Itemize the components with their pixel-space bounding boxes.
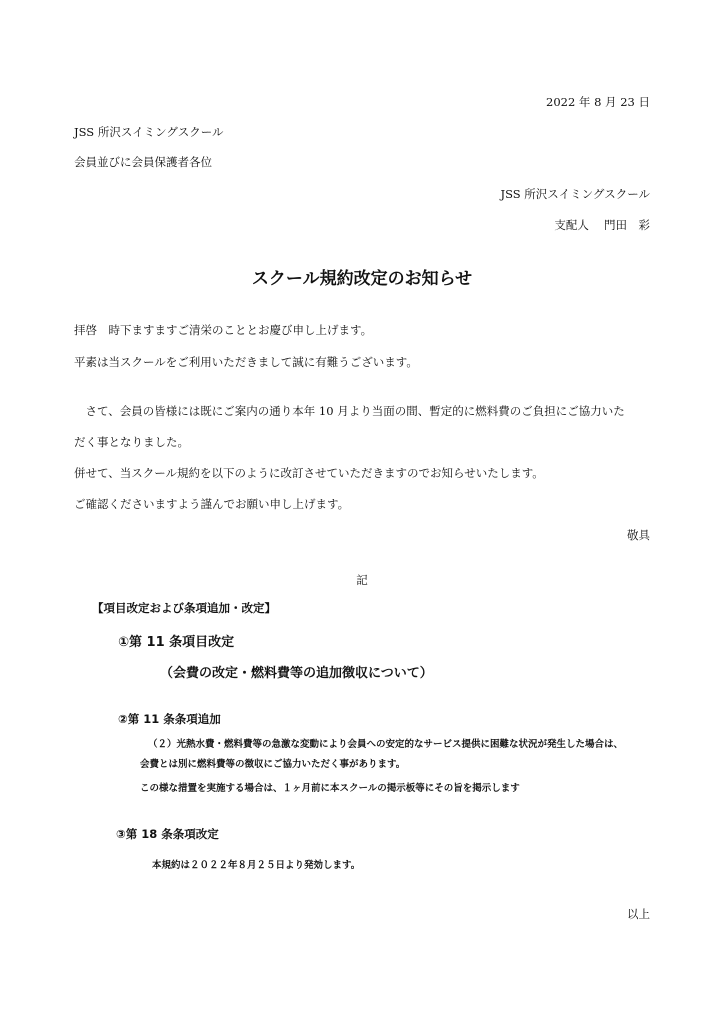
request-paragraph: ご確認くださいますよう謹んでお願い申し上げます。 [74,497,350,511]
section2-title: ②第 11 条条項追加 [118,712,221,726]
greeting-paragraph: 拝啓 時下ますますご清栄のこととお慶び申し上げます。 [74,323,373,337]
closing-word: 敬具 [627,528,650,542]
section1-subtitle: （会費の改定・燃料費等の追加徴収について） [160,666,433,681]
end-mark: 以上 [627,907,650,921]
section3-title: ③第 18 条条項改定 [116,827,219,841]
section2-text-line1: （２）光熱水費・燃料費等の急激な変動により会員への安定的なサービス提供に困難な状況が発生した場合は、 [148,739,624,750]
document-title: スクール規約改定のお知らせ [251,269,473,289]
thanks-paragraph: 平素は当スクールをご利用いただきまして誠に有難うございます。 [74,355,418,369]
section2-text-line2: 会費とは別に燃料費等の徴収にご協力いただく事があります。 [140,759,406,770]
section3-text-line1: 本規約は２０２２年８月２５日より発効します。 [152,860,361,871]
sender-manager: 支配人 門田 彩 [554,218,650,232]
recipient-school: JSS 所沢スイミングスクール [74,125,224,139]
ki-mark: 記 [356,573,368,587]
sender-organization: JSS 所沢スイミングスクール [500,187,650,201]
section1-title: ①第 11 条項目改定 [118,635,235,650]
revision-paragraph: 併せて、当スクール規約を以下のように改訂させていただきますのでお知らせいたします。 [74,466,544,480]
notice-paragraph-line1: さて、会員の皆様には既にご案内の通り本年 10 月より当面の間、暫定的に燃料費のご負担にご協力いた [74,404,625,418]
section2-text-line3: この様な措置を実施する場合は、１ヶ月前に本スクールの掲示板等にその旨を掲示します [140,783,520,794]
document-date: 2022 年 8 月 23 日 [546,95,650,109]
notice-paragraph-line2: だく事となりました。 [74,435,189,449]
recipient-members: 会員並びに会員保護者各位 [74,155,212,169]
sections-heading: 【項目改定および条項追加・改定】 [92,601,276,615]
